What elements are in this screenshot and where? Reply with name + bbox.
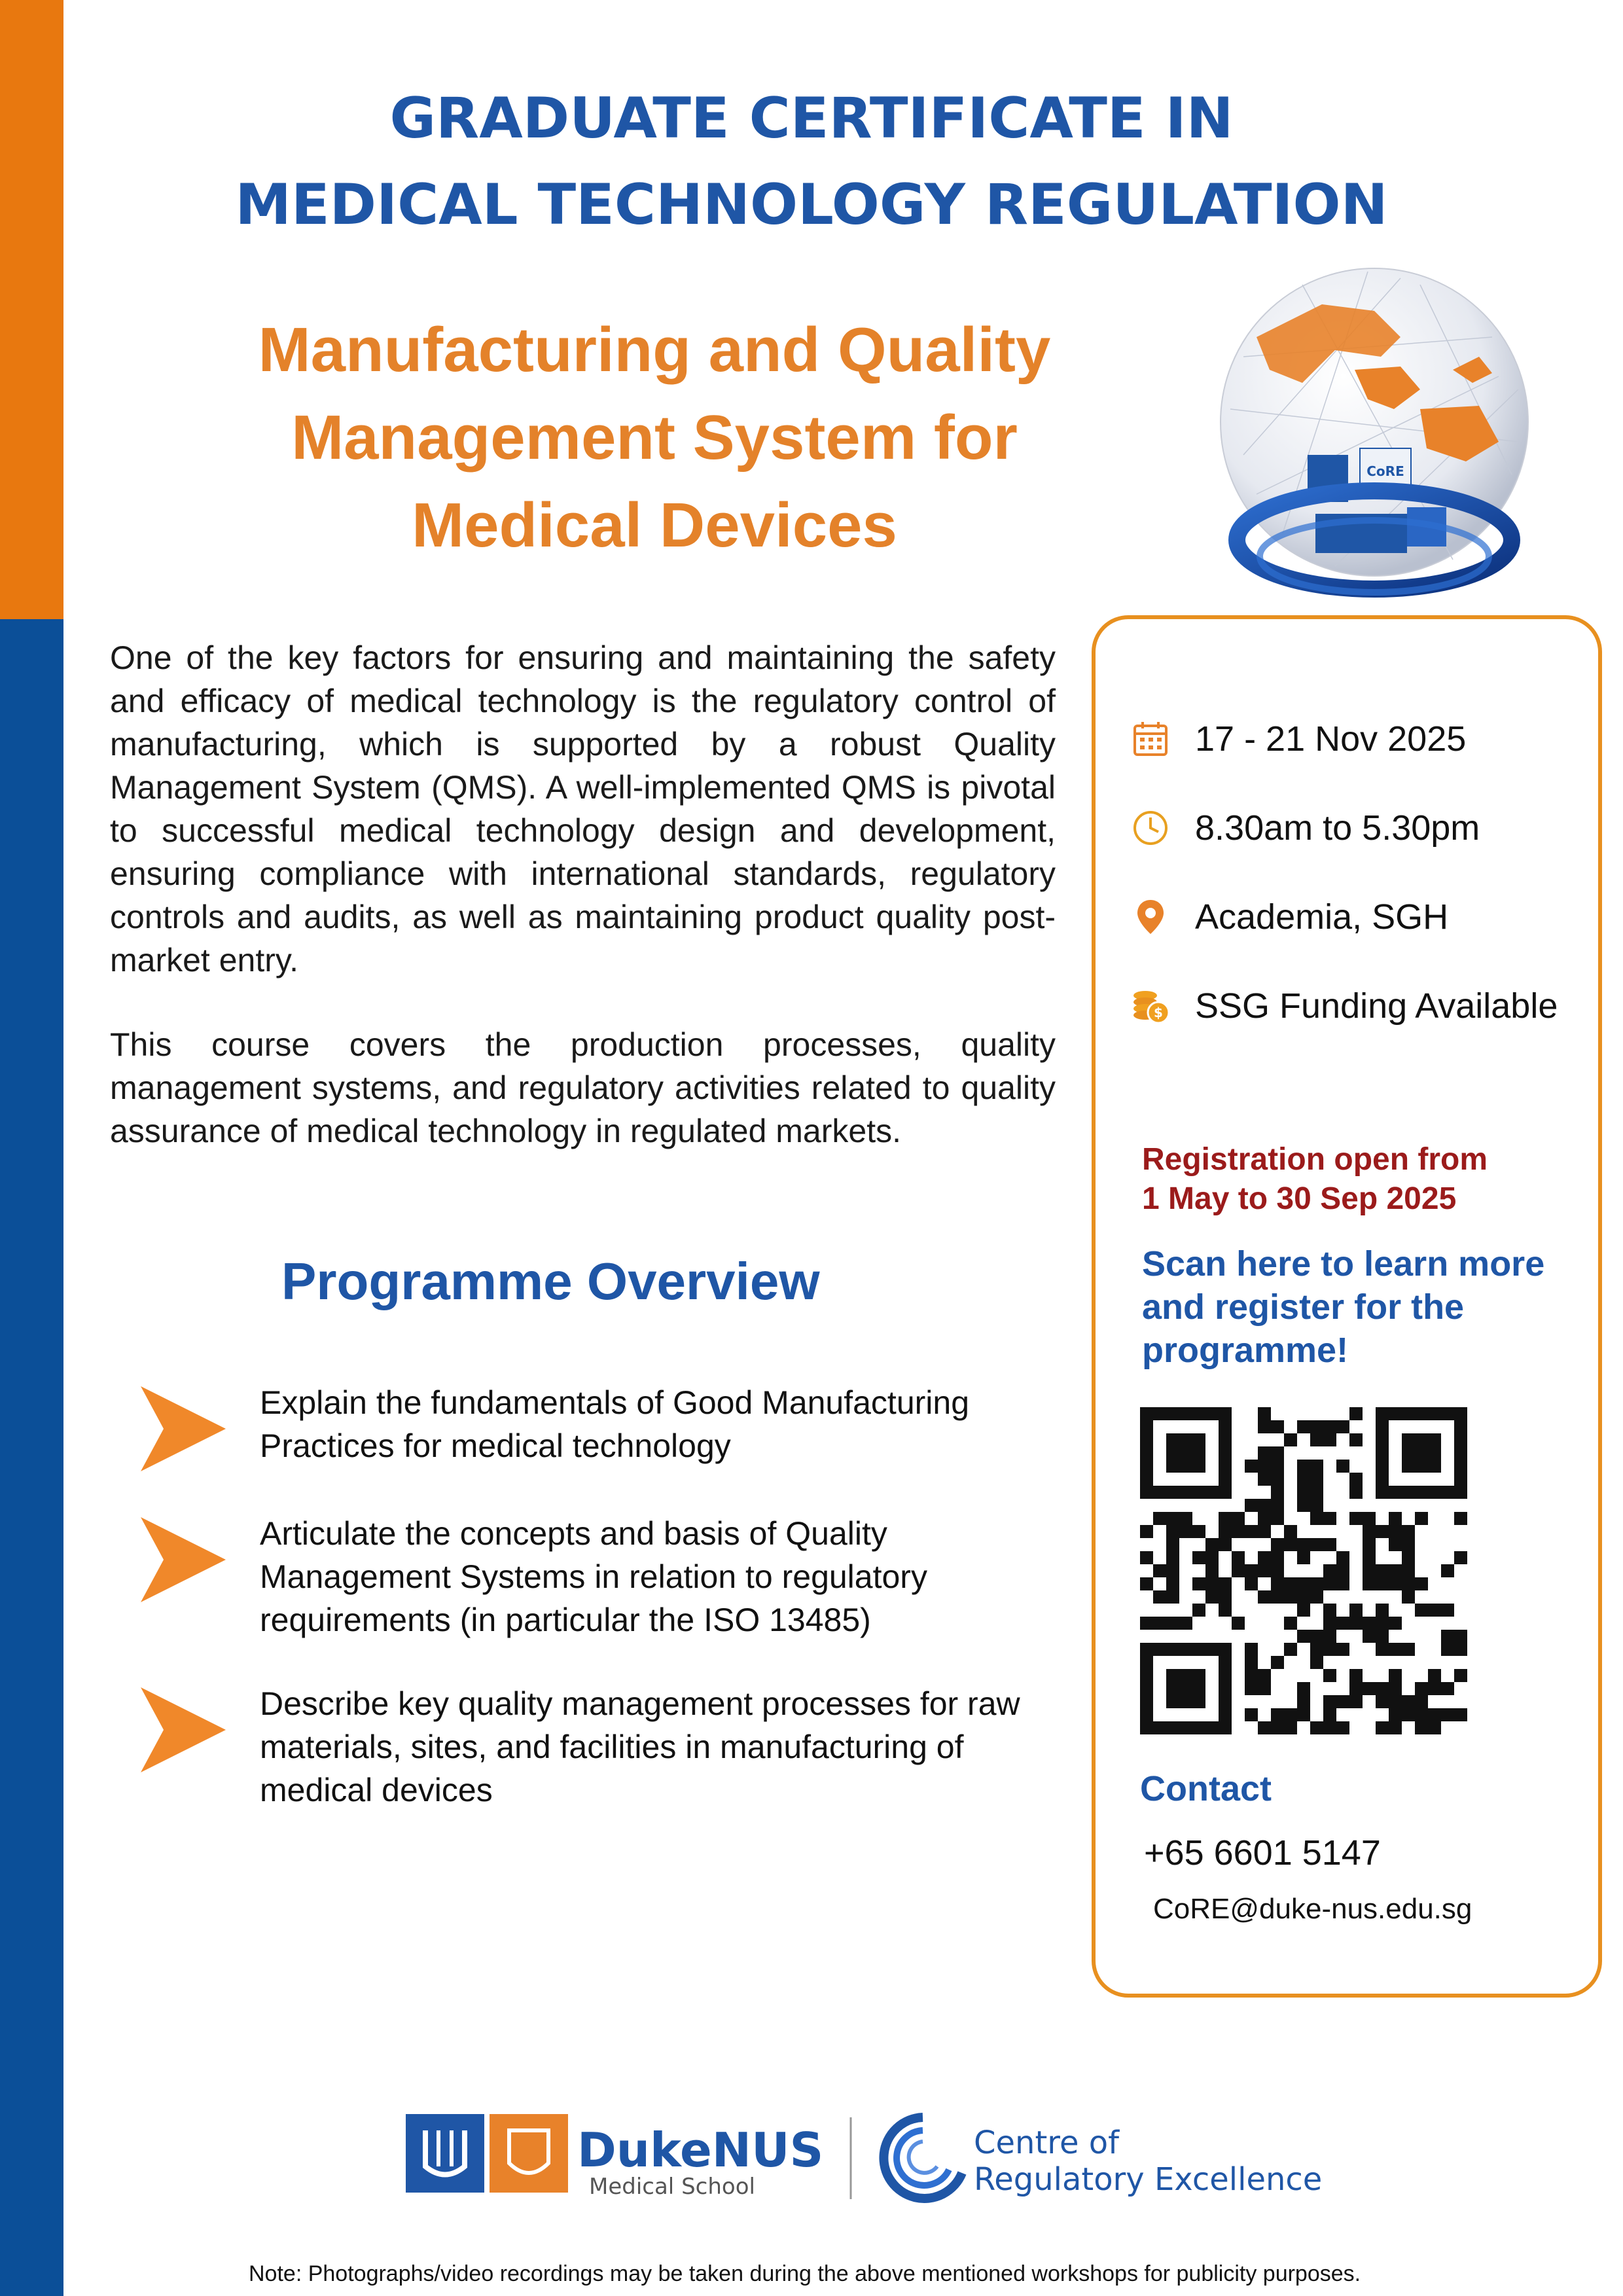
core-name-line-1: Centre of bbox=[974, 2125, 1120, 2161]
registration-period bbox=[1142, 1140, 1488, 1219]
bullet-arrow-icon bbox=[141, 1386, 226, 1471]
time-row bbox=[1131, 808, 1480, 848]
calendar-icon bbox=[1131, 719, 1170, 759]
funding-text: SSG Funding Available bbox=[1195, 986, 1558, 1026]
overview-title: Programme Overview bbox=[281, 1252, 820, 1310]
date-row bbox=[1131, 719, 1466, 759]
location-pin-icon bbox=[1131, 897, 1170, 937]
contact-phone[interactable]: +65 6601 5147 bbox=[1144, 1833, 1381, 1873]
scan-instruction: Scan here to learn more and register for the programme! bbox=[1142, 1244, 1545, 1370]
overview-item-text: Describe key quality management processes for raw materials, sites, and facilities in manufacturing of medical devices bbox=[260, 1685, 1020, 1808]
description-paragraph-1 bbox=[110, 636, 1056, 982]
main-title bbox=[98, 75, 1525, 248]
overview-item-text: Articulate the concepts and basis of Quality Management Systems in relation to regulatory requirements (in particular the ISO 13485) bbox=[260, 1515, 927, 1638]
date-text: 17 - 21 Nov 2025 bbox=[1195, 719, 1467, 759]
course-title-line-2: Management System for bbox=[291, 403, 1018, 473]
duke-nus-wordmark: DukeNUS bbox=[577, 2123, 824, 2178]
clock-icon bbox=[1131, 808, 1170, 848]
venue-row bbox=[1131, 897, 1448, 937]
overview-item-text: Explain the fundamentals of Good Manufacturing Practices for medical technology bbox=[260, 1384, 970, 1464]
contact-heading: Contact bbox=[1140, 1769, 1272, 1808]
main-title-line-1: GRADUATE CERTIFICATE IN bbox=[389, 86, 1234, 151]
coins-dollar-icon bbox=[1131, 986, 1170, 1026]
side-bar-orange bbox=[0, 0, 63, 619]
registration-line-2: 1 May to 30 Sep 2025 bbox=[1142, 1181, 1457, 1216]
duke-nus-subtitle: Medical School bbox=[589, 2174, 755, 2200]
course-title-line-1: Manufacturing and Quality bbox=[258, 315, 1051, 385]
core-logo bbox=[883, 2117, 1322, 2198]
footer-note: Note: Photographs/video recordings may be taken during the above mentioned workshops for publicity purposes. bbox=[249, 2261, 1361, 2286]
bullet-arrow-icon bbox=[141, 1517, 226, 1602]
footer-logos bbox=[406, 2101, 1322, 2206]
funding-row bbox=[1131, 986, 1558, 1026]
venue-text: Academia, SGH bbox=[1195, 897, 1449, 937]
registration-line-1: Registration open from bbox=[1142, 1142, 1488, 1177]
description-text-2: This course covers the production processes, quality management systems, and regulatory activities related to quality assurance of medical technology in regulated markets. bbox=[110, 1026, 1056, 1149]
svg-text:$: $ bbox=[1154, 1005, 1163, 1020]
side-bar-blue bbox=[0, 619, 63, 2296]
bullet-arrow-icon bbox=[141, 1687, 226, 1772]
globe-badge-core: CoRE bbox=[1366, 463, 1404, 479]
duke-nus-logo bbox=[406, 2114, 823, 2200]
course-title-line-3: Medical Devices bbox=[412, 490, 897, 560]
course-title bbox=[164, 306, 1145, 569]
qr-code[interactable] bbox=[1140, 1407, 1467, 1734]
time-text: 8.30am to 5.30pm bbox=[1195, 808, 1480, 848]
contact-email[interactable]: CoRE@duke-nus.edu.sg bbox=[1153, 1893, 1472, 1925]
main-title-line-2: MEDICAL TECHNOLOGY REGULATION bbox=[235, 172, 1388, 238]
globe-illustration bbox=[1204, 259, 1544, 651]
description-paragraph-2 bbox=[110, 1023, 1056, 1153]
globe-badge-duke: DukeNUS bbox=[1309, 487, 1347, 496]
core-name-line-2: Regulatory Excellence bbox=[974, 2161, 1322, 2198]
description-text-1: One of the key factors for ensuring and maintaining the safety and efficacy of medical technology is the regulatory control of manufacturing, which is supported by a robust Quality Management System (QMS). A well-implemented QMS is pivotal to successful medical technology design and development, ensuring compliance with international standards, regulatory controls and audits, as well as maintaining product quality post-market entry. bbox=[110, 639, 1056, 978]
